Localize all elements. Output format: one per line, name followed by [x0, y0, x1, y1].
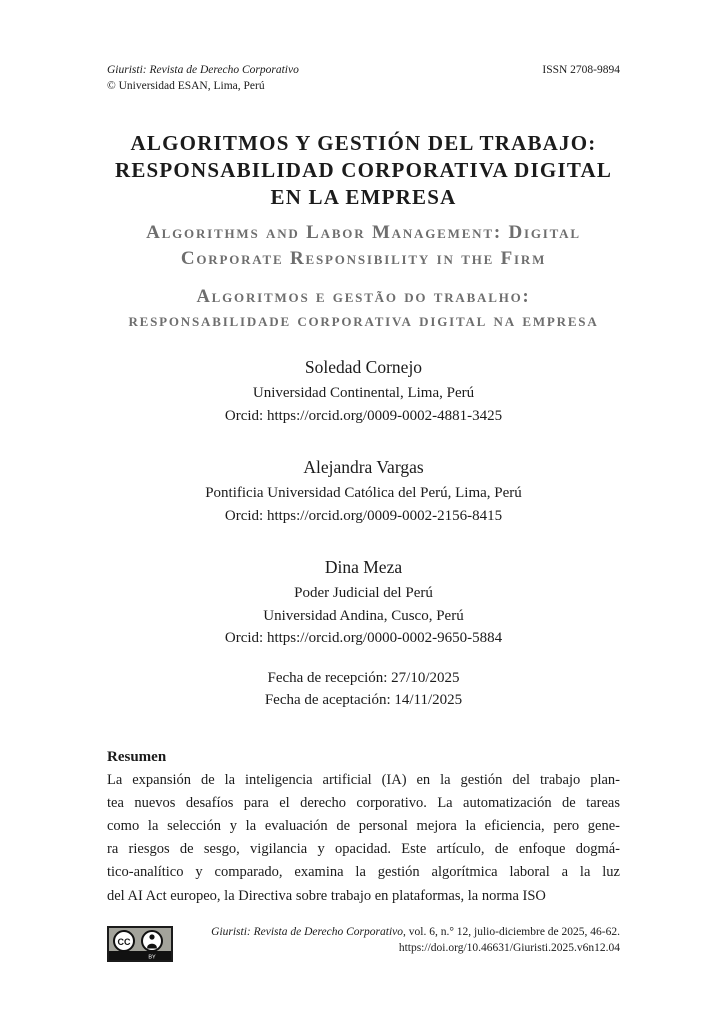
- author-name: Soledad Cornejo: [304, 357, 423, 377]
- abstract-paragraph: [107, 769, 620, 908]
- author-name: Alejandra Vargas: [303, 457, 424, 477]
- author-orcid-link[interactable]: Orcid: https://orcid.org/0000-0002-9650-5884: [224, 630, 503, 646]
- cc-by-badge-image: [107, 926, 173, 962]
- badge-strip: [109, 951, 171, 960]
- abstract-line: ra riesgos de sesgo, vigilancia y opacidad. Este artículo, de enfoque dogmá-: [107, 841, 620, 858]
- article-title-en: [107, 220, 620, 272]
- footer-citation-details: , vol. 6, n.° 12, julio-diciembre de 2025, 46-62.: [403, 926, 620, 938]
- dates-section: [107, 667, 620, 712]
- running-head-left: [107, 62, 299, 94]
- acceptance-date: Fecha de aceptación: 14/11/2025: [264, 692, 463, 708]
- abstract-line: tico-analítico y comparado, examina la gestión algorítmica laboral a la luz: [107, 864, 620, 881]
- issn: ISSN 2708-9894: [542, 64, 620, 76]
- author-affiliation: Universidad Andina, Cusco, Perú: [263, 607, 464, 624]
- article-title-en-line: Algorithms and Labor Management: Digital: [146, 222, 581, 243]
- journal-name: Giuristi: Revista de Derecho Corporativo: [107, 64, 299, 76]
- author-name: Dina Meza: [324, 557, 403, 577]
- author-block: [107, 455, 620, 527]
- page-footer: [107, 924, 620, 967]
- footer-journal-name: Giuristi: Revista de Derecho Corporativo: [211, 926, 403, 938]
- footer-citation-line: [211, 924, 620, 940]
- cc-icon-label: CC: [117, 937, 131, 947]
- authors-section: [107, 355, 620, 650]
- footer-citation: [211, 924, 620, 956]
- author-affiliation: Pontificia Universidad Católica del Perú, Lima, Perú: [205, 485, 522, 501]
- author-orcid-link[interactable]: Orcid: https://orcid.org/0009-0002-4881-3425: [224, 407, 503, 424]
- running-head: [107, 62, 620, 94]
- abstract-line: del AI Act europeo, la Directiva sobre trabajo en plataformas, la norma ISO: [107, 887, 546, 904]
- abstract-line: como la selección y la evaluación de personal mejora la eficiencia, pero gene-: [107, 817, 620, 834]
- article-title-pt-line: responsabilidade corporativa digital na empresa: [128, 311, 599, 331]
- author-block: [107, 555, 620, 650]
- author-block: [107, 355, 620, 427]
- reception-date: Fecha de recepción: 27/10/2025: [267, 669, 460, 686]
- article-title-es-line: RESPONSABILIDAD CORPORATIVA DIGITAL: [114, 158, 613, 182]
- abstract-heading: Resumen: [107, 748, 167, 765]
- article-title-pt: [107, 285, 620, 333]
- author-orcid-link[interactable]: Orcid: https://orcid.org/0009-0002-2156-8415: [224, 507, 503, 524]
- by-label: BY: [148, 954, 156, 961]
- cc-by-license-badge[interactable]: [107, 926, 173, 967]
- article-title-en-line: Corporate Responsibility in the Firm: [180, 248, 547, 269]
- article-title-es-line: EN LA EMPRESA: [270, 185, 457, 209]
- footer-doi-link[interactable]: https://doi.org/10.46631/Giuristi.2025.v6n12.04: [398, 942, 620, 954]
- abstract-line: La expansión de la inteligencia artificial (IA) en la gestión del trabajo plan-: [107, 771, 620, 788]
- article-title-es: [107, 130, 620, 211]
- author-affiliation: Universidad Continental, Lima, Perú: [252, 385, 475, 401]
- abstract-line: tea nuevos desafíos para el derecho corporativo. La automatización de tareas: [107, 794, 620, 811]
- abstract-section: [107, 746, 620, 908]
- author-affiliation: Poder Judicial del Perú: [294, 585, 433, 601]
- person-head: [149, 934, 154, 939]
- article-title-es-line: ALGORITMOS Y GESTIÓN DEL TRABAJO:: [130, 131, 597, 155]
- copyright-notice: © Universidad ESAN, Lima, Perú: [107, 80, 265, 92]
- article-title-pt-line: Algoritmos e gestão do trabalho:: [196, 287, 531, 307]
